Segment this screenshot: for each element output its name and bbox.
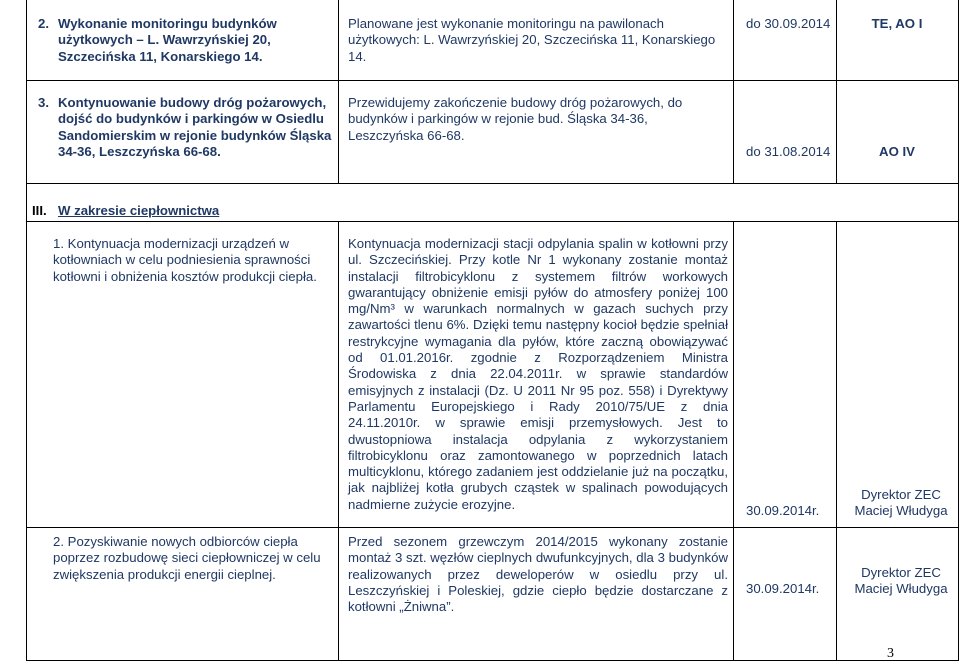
- description-cell: Planowane jest wykonanie monitoringu na pawilonach użytkowych: L. Wawrzyńskiej 20, Szczecińska 11, Konarskiego 14.: [348, 16, 716, 64]
- deadline-cell: 30.09.2014r.: [746, 503, 820, 518]
- page-number: 3: [887, 646, 894, 661]
- task-cell: Kontynuowanie budowy dróg pożarowych, dojść do budynków i parkingów w Osiedlu Sandomierskim w rejonie budynków Śląska 34-36, Leszczyńska 66-68.: [58, 95, 332, 159]
- task-cell: 1. Kontynuacja modernizacji urządzeń w kotłowniach w celu podniesienia sprawności kotłowni i obniżenia kosztów produkcji ciepła.: [53, 236, 317, 284]
- row-divider: [26, 80, 958, 81]
- responsible-cell: AO IV: [879, 144, 915, 159]
- column-divider: [733, 221, 734, 661]
- row-number: 2.: [38, 16, 49, 31]
- row-number: 3.: [38, 95, 49, 110]
- column-divider: [836, 221, 837, 661]
- responsible-cell: Dyrektor ZEC Maciej Włudyga: [854, 565, 948, 597]
- column-divider: [733, 0, 734, 183]
- description-cell: Przed sezonem grzewczym 2014/2015 wykonany zostanie montaż 3 szt. węzłów cieplnych dwufunkcyjnych, dla 3 budynków realizowanych przez deweloperów w osiedlu przy ul. Leszczyńskiej i Poleskiej, gdzie ciepło będzie dostarczane z kotłowni „Żniwna”.: [348, 534, 728, 615]
- section-title: W zakresie ciepłownictwa: [58, 203, 220, 218]
- row-divider: [26, 183, 958, 184]
- task-cell: 2. Pozyskiwanie nowych odbiorców ciepła poprzez rozbudowę sieci ciepłowniczej w celu zwiększenia produkcji energii cieplnej.: [53, 534, 321, 582]
- row-divider: [26, 527, 958, 528]
- task-cell: Wykonanie monitoringu budynków użytkowych – L. Wawrzyńskiej 20, Szczecińska 11, Konarskiego 14.: [58, 16, 277, 64]
- row-divider: [26, 221, 958, 222]
- column-divider: [338, 0, 339, 183]
- deadline-cell: do 31.08.2014: [746, 144, 831, 159]
- column-divider: [338, 221, 339, 661]
- deadline-cell: do 30.09.2014: [746, 16, 831, 31]
- description-cell: Kontynuacja modernizacji stacji odpylania spalin w kotłowni przy ul. Szczecińskiej. Przy kotle Nr 1 wykonany zostanie montaż instalacji filtrobicyklonu z systemem filtrów workowych gwarantujący obniżenie emisji pyłów do atmosfery poniżej 100 mg/Nm³ w warunkach normalnych w gazach suchych przy zawartości tlenu 6%. Dzięki temu następny kocioł będzie spełniał restrykcyjne wymagania dla pyłów, które zaczną obowiązywać od 01.01.2016r. zgodnie z Rozporządzeniem Ministra Środowiska z dnia 22.04.2011r. w sprawie standardów emisyjnych z instalacji (Dz. U 2011 Nr 95 poz. 558) i Dyrektywy Parlamentu Europejskiego i Rady 2010/75/UE z dnia 24.11.2010r. w sprawie emisji przemysłowych. Jest to dwustopniowa instalacja odpylania z wykorzystaniem filtrobicyklonu oraz zamontowanego w poprzednich latach multicyklonu, którego zadaniem jest oddzielanie już na początku, jak najbliżej kotła grubych cząstek w spalinach powodujących nadmierne zużycie erozyjne.: [348, 236, 728, 512]
- responsible-cell: Dyrektor ZEC Maciej Włudyga: [854, 487, 948, 519]
- column-divider: [26, 0, 27, 661]
- section-number: III.: [32, 203, 47, 218]
- column-divider: [958, 0, 959, 661]
- description-cell: Przewidujemy zakończenie budowy dróg pożarowych, do budynków i parkingów w rejonie bud. Śląska 34-36, Leszczyńska 66-68.: [348, 95, 683, 143]
- row-divider: [26, 660, 958, 661]
- deadline-cell: 30.09.2014r.: [746, 581, 820, 596]
- responsible-cell: TE, AO I: [871, 16, 923, 31]
